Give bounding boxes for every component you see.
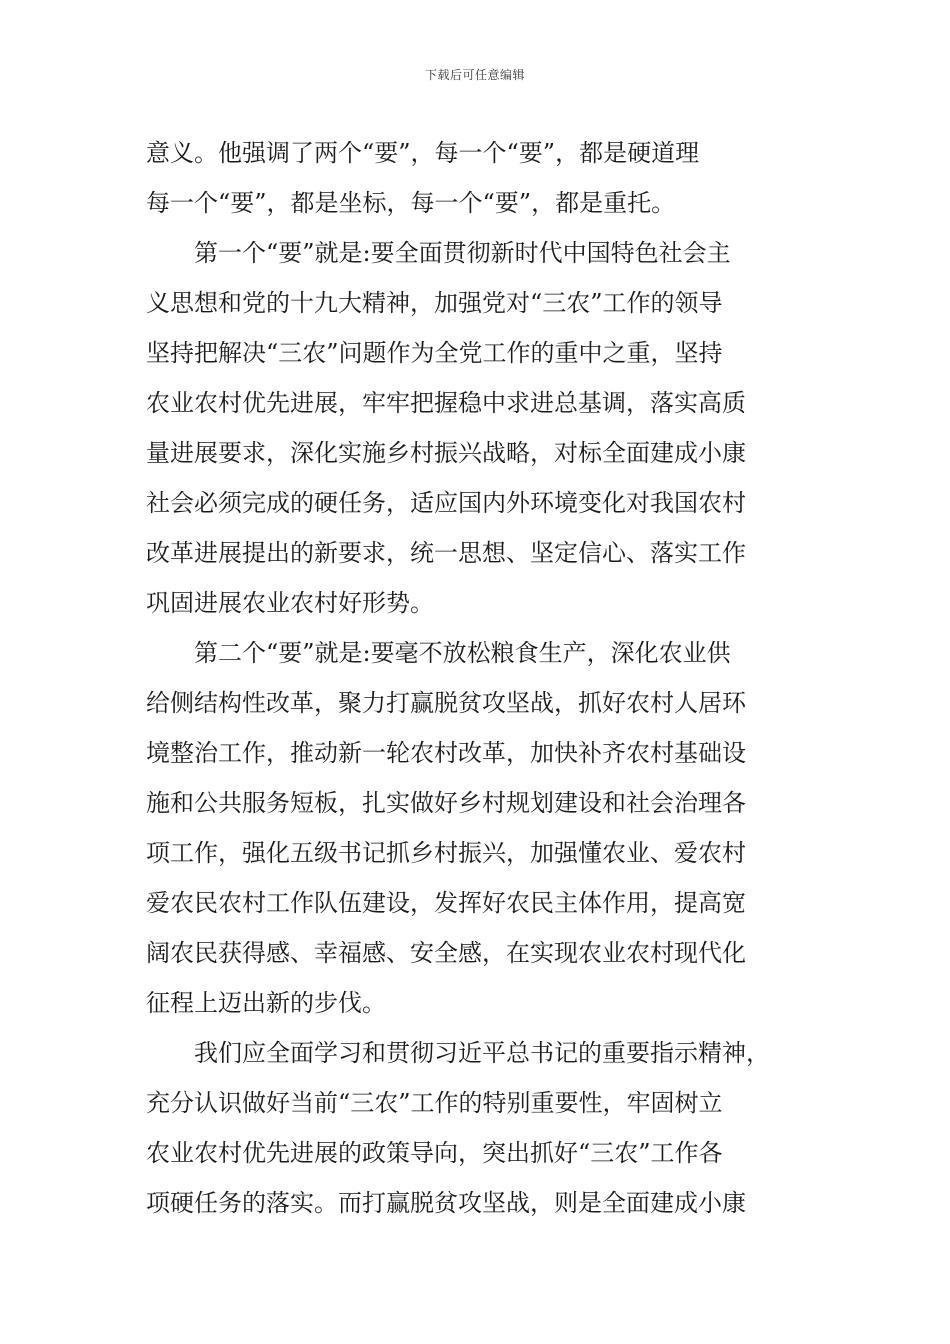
paragraph-first-line: 第二个“要”就是:要毫不放松粮食生产，深化农业供 — [194, 639, 731, 667]
text-line: 坚持把解决“三农”问题作为全党工作的重中之重，坚持 — [146, 339, 723, 367]
text-line: 征程上迈出新的步伐。 — [146, 989, 386, 1017]
text-line: 充分认识做好当前“三农”工作的特别重要性，牢固树立 — [146, 1089, 723, 1117]
page-header: 下载后可任意编辑 — [424, 68, 525, 82]
text-line: 农业农村优先进展的政策导向，突出抓好“三农”工作各 — [146, 1139, 723, 1167]
text-line: 意义。他强调了两个“要”，每一个“要”，都是硬道理 — [146, 139, 700, 167]
text-line: 爱农民农村工作队伍建设，发挥好农民主体作用，提高宽 — [146, 889, 746, 917]
text-line: 施和公共服务短板，扎实做好乡村规划建设和社会治理各 — [146, 789, 746, 817]
text-line: 社会必须完成的硬任务，适应国内外环境变化对我国农村 — [146, 489, 746, 517]
paragraph-first-line: 我们应全面学习和贯彻习近平总书记的重要指示精神， — [194, 1039, 770, 1067]
text-line: 巩固进展农业农村好形势。 — [146, 589, 434, 617]
text-line: 项硬任务的落实。而打赢脱贫攻坚战，则是全面建成小康 — [146, 1189, 746, 1217]
document-body — [146, 128, 816, 1228]
text-line: 给侧结构性改革，聚力打赢脱贫攻坚战，抓好农村人居环 — [146, 689, 746, 717]
text-line: 农业农村优先进展，牢牢把握稳中求进总基调，落实高质 — [146, 389, 746, 417]
text-line: 量进展要求，深化实施乡村振兴战略，对标全面建成小康 — [146, 439, 746, 467]
text-line: 每一个“要”，都是坐标，每一个“要”，都是重托。 — [146, 189, 676, 217]
text-line: 项工作，强化五级书记抓乡村振兴，加强懂农业、爱农村 — [146, 839, 746, 867]
text-line: 改革进展提出的新要求，统一思想、坚定信心、落实工作 — [146, 539, 746, 567]
text-line: 义思想和党的十九大精神，加强党对“三农”工作的领导 — [146, 289, 723, 317]
text-line: 境整治工作，推动新一轮农村改革，加快补齐农村基础设 — [146, 739, 746, 767]
paragraph-first-line: 第一个“要”就是:要全面贯彻新时代中国特色社会主 — [194, 239, 731, 267]
text-line: 阔农民获得感、幸福感、安全感，在实现农业农村现代化 — [146, 939, 746, 967]
